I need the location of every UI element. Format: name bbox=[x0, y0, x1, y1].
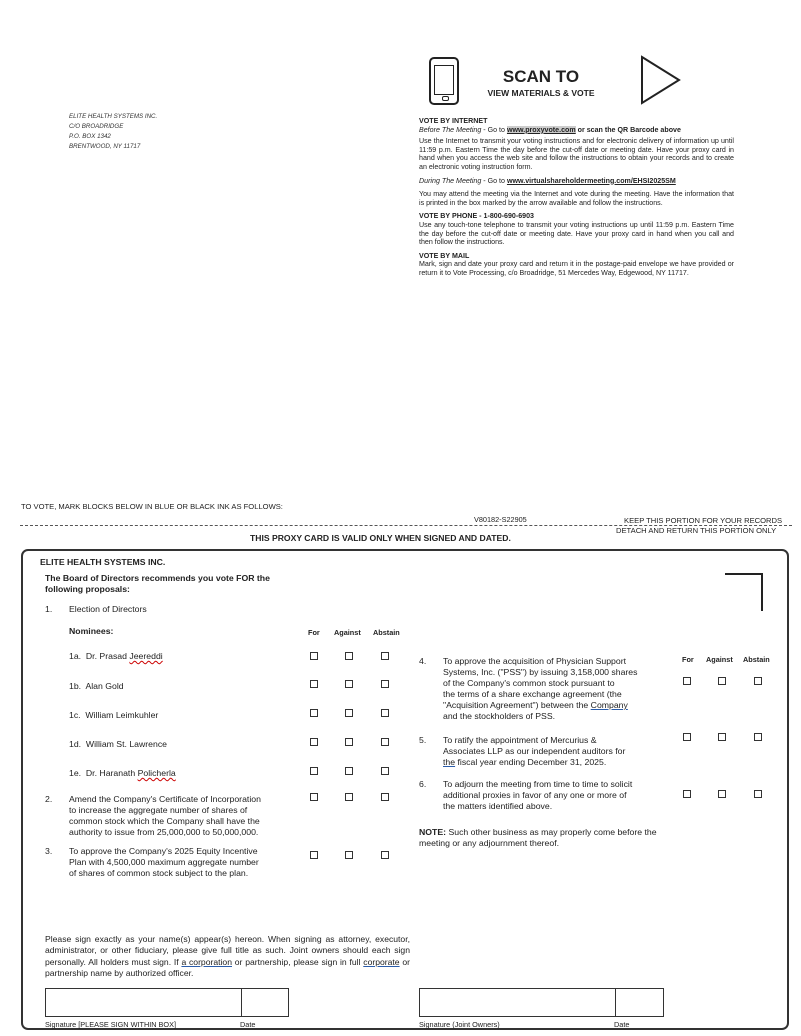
during-label: During The Meeting bbox=[419, 176, 482, 185]
checkbox-6-for[interactable] bbox=[683, 790, 691, 798]
address-line: ELITE HEALTH SYSTEMS INC. bbox=[69, 113, 158, 120]
proposal-line bbox=[443, 757, 678, 768]
proposal-underlined-word: the bbox=[443, 757, 456, 767]
keep-portion-text: KEEP THIS PORTION FOR YOUR RECORDS bbox=[624, 516, 783, 525]
scan-subtitle: VIEW MATERIALS & VOTE bbox=[487, 88, 595, 98]
checkbox-1d-against[interactable] bbox=[345, 738, 353, 746]
sign-text-underlined: corporate bbox=[363, 956, 400, 967]
nominee-id: 1c. bbox=[69, 710, 81, 720]
joint-date-box[interactable] bbox=[615, 988, 664, 1017]
mark-instructions: TO VOTE, MARK BLOCKS BELOW IN BLUE OR BLACK INK AS FOLLOWS: bbox=[21, 502, 283, 511]
proposal-line: the matters identified above. bbox=[443, 801, 553, 811]
checkbox-1a-abstain[interactable] bbox=[381, 652, 389, 660]
proposal-line: Plan with 4,500,000 maximum aggregate number bbox=[69, 857, 259, 867]
address-line: BRENTWOOD, NY 11717 bbox=[69, 143, 141, 150]
proxyvote-link[interactable]: www.proxyvote.com bbox=[506, 125, 576, 134]
virtual-meeting-link[interactable]: www.virtualshareholdermeeting.com/EHSI2025SM bbox=[506, 176, 676, 185]
header-for-right: For bbox=[682, 655, 694, 664]
nominee-1d bbox=[69, 739, 167, 750]
nominees-label: Nominees: bbox=[69, 626, 114, 636]
checkbox-4-against[interactable] bbox=[718, 677, 726, 685]
checkbox-2-for[interactable] bbox=[310, 793, 318, 801]
before-meeting-line bbox=[419, 126, 734, 135]
proposal-line bbox=[443, 700, 678, 711]
nominee-name: Dr. Prasad bbox=[85, 651, 130, 661]
during-text: You may attend the meeting via the Internet and vote during the meeting. Have the information that is printed in the box marked by the arrow available and follow the instructions. bbox=[419, 190, 734, 207]
proposal-line-part: fiscal year ending December 31, 2025. bbox=[455, 757, 607, 767]
checkbox-1b-for[interactable] bbox=[310, 680, 318, 688]
joint-date-label: Date bbox=[614, 1020, 630, 1029]
control-code: V80182-S22905 bbox=[474, 515, 527, 524]
nominee-id: 1d. bbox=[69, 739, 82, 749]
proposal-line: To adjourn the meeting from time to time to solicit bbox=[443, 779, 633, 789]
card-company-name: ELITE HEALTH SYSTEMS INC. bbox=[40, 557, 166, 567]
checkbox-3-for[interactable] bbox=[310, 851, 318, 859]
header-abstain-right: Abstain bbox=[743, 655, 770, 664]
checkbox-6-abstain[interactable] bbox=[754, 790, 762, 798]
nominee-name-flagged: Jeereddi bbox=[129, 651, 163, 661]
note-label: NOTE: bbox=[419, 827, 447, 837]
proposal-2-text bbox=[69, 794, 299, 838]
nominee-id: 1e. bbox=[69, 768, 82, 778]
go-to-text: - Go to bbox=[481, 125, 507, 134]
checkbox-1c-against[interactable] bbox=[345, 709, 353, 717]
checkbox-5-abstain[interactable] bbox=[754, 733, 762, 741]
nominee-id: 1a. bbox=[69, 651, 82, 661]
go-to-text: - Go to bbox=[481, 176, 507, 185]
proposal-line: additional proxies in favor of any one or more of bbox=[443, 790, 627, 800]
proposal-3-number: 3. bbox=[45, 846, 53, 856]
proposal-4-text bbox=[443, 656, 678, 722]
corner-mark bbox=[725, 573, 763, 611]
proposal-5-text bbox=[443, 735, 678, 768]
proposal-line: common stock which the Company shall have the bbox=[69, 816, 260, 826]
vote-internet-heading: VOTE BY INTERNET bbox=[419, 117, 488, 125]
proposal-line: To approve the acquisition of Physician Support bbox=[443, 656, 627, 666]
proposal-line: authority to issue from 25,000,000 to 50,000,000. bbox=[69, 827, 259, 837]
nominee-name: Alan Gold bbox=[85, 681, 124, 691]
sign-text-part: Please sign exactly as your name(s) appear(s) hereon. When signing as attorney, executor, administrator, or other fiduciary, please give full title as such. Joint owners should each sign personally. All holders must sign. If bbox=[45, 934, 410, 967]
proposal-line: of the Company's common stock pursuant to bbox=[443, 678, 615, 688]
mailing-address bbox=[69, 112, 157, 152]
nominee-1b bbox=[69, 681, 124, 692]
header-against-right: Against bbox=[706, 655, 733, 664]
proposal-5-number: 5. bbox=[419, 735, 427, 745]
date-label: Date bbox=[240, 1020, 256, 1029]
checkbox-6-against[interactable] bbox=[718, 790, 726, 798]
signature-label: Signature [PLEASE SIGN WITHIN BOX] bbox=[45, 1020, 176, 1029]
proposal-line-part: "Acquisition Agreement") between the bbox=[443, 700, 591, 710]
header-for: For bbox=[308, 628, 320, 637]
proposal-line: Systems, Inc. ("PSS") by issuing 3,158,000 shares bbox=[443, 667, 638, 677]
proposal-line: To ratify the appointment of Mercurius & bbox=[443, 735, 597, 745]
checkbox-3-abstain[interactable] bbox=[381, 851, 389, 859]
proposal-line: of shares of common stock subject to the plan. bbox=[69, 868, 249, 878]
proposal-1-number: 1. bbox=[45, 604, 53, 614]
sign-text-part: or partnership name by authorized officer. bbox=[45, 956, 411, 979]
vote-mail-text: Mark, sign and date your proxy card and return it in the postage-paid envelope we have provided or return it to Vote Processing, c/o Broadridge, 51 Mercedes Way, Edgewood, NY 11717. bbox=[419, 260, 734, 277]
during-meeting-line bbox=[419, 177, 734, 186]
before-label: Before The Meeting bbox=[419, 125, 482, 134]
proposal-underlined-word: Company bbox=[590, 700, 628, 710]
checkbox-1a-for[interactable] bbox=[310, 652, 318, 660]
nominee-name: William Leimkuhler bbox=[85, 710, 159, 720]
nominee-id: 1b. bbox=[69, 681, 82, 691]
proposal-line: Amend the Company's Certificate of Incorporation bbox=[69, 794, 261, 804]
phone-icon bbox=[429, 57, 459, 105]
vote-phone-text: Use any touch-tone telephone to transmit your voting instructions up until 11:59 p.m. Eastern Time the day before the cut-off date or meeting date. Have your proxy card in hand when you call and then follow the instructions. bbox=[419, 220, 734, 247]
checkbox-4-abstain[interactable] bbox=[754, 677, 762, 685]
sign-text-underlined: a corporation bbox=[181, 956, 232, 967]
proposal-6-number: 6. bbox=[419, 779, 427, 789]
vote-phone-heading: VOTE BY PHONE - 1-800-690-6903 bbox=[419, 212, 534, 221]
address-line: P.O. BOX 1342 bbox=[69, 133, 111, 140]
play-arrow-icon bbox=[638, 55, 682, 105]
valid-notice: THIS PROXY CARD IS VALID ONLY WHEN SIGNED AND DATED. bbox=[250, 533, 511, 543]
checkbox-1d-abstain[interactable] bbox=[381, 738, 389, 746]
proposal-line: and the stockholders of PSS. bbox=[443, 711, 556, 721]
checkbox-1b-abstain[interactable] bbox=[381, 680, 389, 688]
checkbox-1e-abstain[interactable] bbox=[381, 767, 389, 775]
scan-title: SCAN TO bbox=[502, 67, 580, 86]
before-text: Use the Internet to transmit your voting instructions and for electronic delivery of information up until 11:59 p.m. Eastern Time the day before the cut-off date or meeting date. Have your proxy card in hand when you access the web site and follow the instructions to obtain your records and to create an electronic voting instruction form. bbox=[419, 137, 734, 171]
proposal-2-number: 2. bbox=[45, 794, 53, 804]
checkbox-3-against[interactable] bbox=[345, 851, 353, 859]
proposal-line: to increase the aggregate number of shares of bbox=[69, 805, 248, 815]
checkbox-1c-abstain[interactable] bbox=[381, 709, 389, 717]
nominee-name-flagged: Policherla bbox=[137, 768, 176, 778]
proposal-line: To approve the Company's 2025 Equity Incentive bbox=[69, 846, 258, 856]
nominee-name: William St. Lawrence bbox=[85, 739, 168, 749]
proposal-1-title: Election of Directors bbox=[69, 604, 147, 614]
checkbox-1d-for[interactable] bbox=[310, 738, 318, 746]
proposal-6-text bbox=[443, 779, 678, 812]
checkbox-1c-for[interactable] bbox=[310, 709, 318, 717]
address-line: C/O BROADRIDGE bbox=[69, 123, 124, 130]
checkbox-4-for[interactable] bbox=[683, 677, 691, 685]
signing-instructions bbox=[45, 934, 410, 980]
checkbox-5-for[interactable] bbox=[683, 733, 691, 741]
checkbox-1e-for[interactable] bbox=[310, 767, 318, 775]
proposal-line: the terms of a share exchange agreement (the bbox=[443, 689, 622, 699]
vote-mail-heading: VOTE BY MAIL bbox=[419, 251, 470, 260]
header-against: Against bbox=[334, 628, 361, 637]
checkbox-5-against[interactable] bbox=[718, 733, 726, 741]
board-recommendation: The Board of Directors recommends you vote FOR the following proposals: bbox=[45, 573, 270, 594]
nominee-1e bbox=[69, 768, 176, 779]
detach-portion-text: DETACH AND RETURN THIS PORTION ONLY bbox=[616, 526, 777, 535]
note-text: Such other business as may properly come before the meeting or any adjournment thereof. bbox=[419, 827, 657, 848]
proposal-line: Associates LLP as our independent auditors for bbox=[443, 746, 626, 756]
proposal-3-text bbox=[69, 846, 299, 879]
proposal-4-number: 4. bbox=[419, 656, 427, 666]
voting-instructions bbox=[419, 117, 734, 278]
before-suffix: or scan the QR Barcode above bbox=[575, 125, 681, 134]
checkbox-1a-against[interactable] bbox=[345, 652, 353, 660]
joint-signature-label: Signature (Joint Owners) bbox=[419, 1020, 500, 1029]
joint-signature-box[interactable] bbox=[419, 988, 616, 1017]
nominee-1a bbox=[69, 651, 163, 662]
checkbox-1e-against[interactable] bbox=[345, 767, 353, 775]
sign-text-part: or partnership, please sign in full bbox=[232, 956, 364, 967]
note bbox=[419, 827, 674, 849]
checkbox-1b-against[interactable] bbox=[345, 680, 353, 688]
checkbox-2-against[interactable] bbox=[345, 793, 353, 801]
nominee-name: Dr. Haranath bbox=[85, 768, 138, 778]
checkbox-2-abstain[interactable] bbox=[381, 793, 389, 801]
nominee-1c bbox=[69, 710, 158, 721]
signature-box[interactable] bbox=[45, 988, 242, 1017]
date-box[interactable] bbox=[241, 988, 289, 1017]
header-abstain: Abstain bbox=[373, 628, 400, 637]
